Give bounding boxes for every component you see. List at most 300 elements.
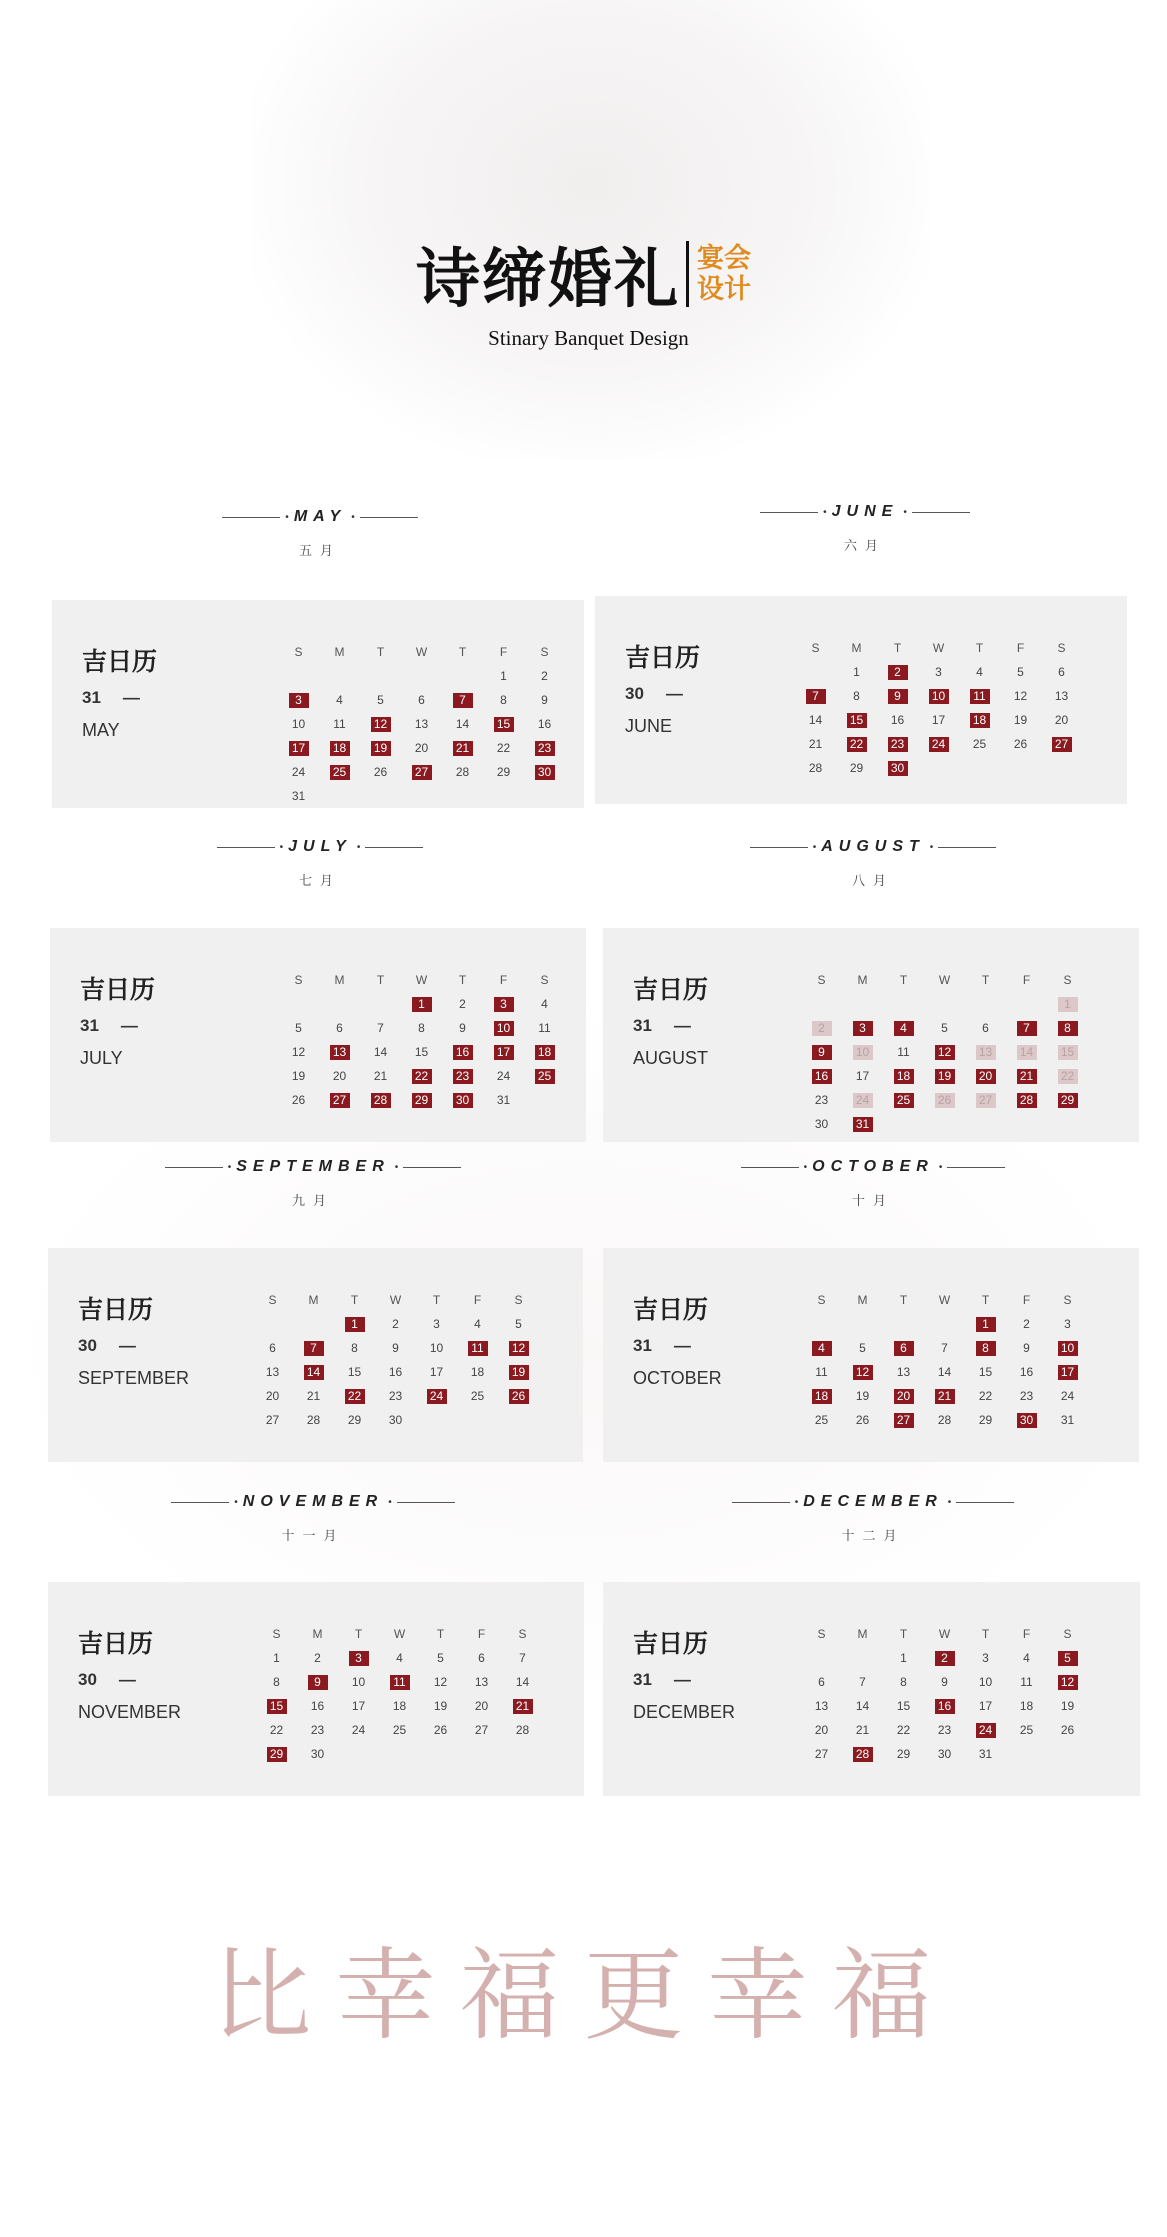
day-cell <box>334 1360 375 1384</box>
day-number: 3 <box>433 1316 440 1331</box>
card-info <box>633 1290 722 1389</box>
day-cell <box>924 1742 965 1766</box>
empty-cell <box>801 992 842 1016</box>
day-cell <box>836 660 877 684</box>
weekday-label: T <box>376 973 385 987</box>
auspicious-day: 26 <box>509 1389 529 1404</box>
month-header-line <box>593 1158 1153 1176</box>
day-number: 11 <box>333 716 346 731</box>
day-cell <box>801 1360 842 1384</box>
auspicious-day: 3 <box>494 997 514 1012</box>
auspicious-day: 7 <box>806 689 826 704</box>
day-cell <box>877 684 918 708</box>
day-cell <box>842 1016 883 1040</box>
empty-cell <box>360 992 401 1016</box>
month-name-en: JULY <box>288 838 352 855</box>
day-number: 4 <box>396 1650 403 1665</box>
day-cell <box>401 1088 442 1112</box>
auspicious-day: 13 <box>330 1045 350 1060</box>
day-cell <box>483 992 524 1016</box>
month-label: NOVEMBER <box>78 1702 182 1722</box>
day-number: 30 <box>388 1412 403 1427</box>
day-cell <box>842 1336 883 1360</box>
day-cell <box>883 1718 924 1742</box>
day-cell <box>502 1718 543 1742</box>
day-number: 23 <box>937 1722 952 1737</box>
day-cell <box>842 1112 883 1136</box>
day-number: 31 <box>291 788 306 803</box>
day-number: 15 <box>347 1364 362 1379</box>
header-dot-left: • <box>279 841 284 853</box>
header-dot-left: • <box>285 511 289 523</box>
header-dot-right: • <box>388 1496 392 1508</box>
day-number: 4 <box>976 664 983 679</box>
auspicious-day: 24 <box>976 1723 996 1738</box>
month-day-count <box>78 1670 181 1690</box>
day-number: 26 <box>373 764 388 779</box>
day-cell <box>842 1384 883 1408</box>
faded-day: 22 <box>1058 1069 1078 1084</box>
auspicious-day: 15 <box>267 1699 287 1714</box>
weekday-label: M <box>857 1627 868 1641</box>
day-number: 2 <box>1023 1316 1030 1331</box>
day-cell <box>524 664 565 688</box>
day-cell <box>965 1384 1006 1408</box>
logo-main-text: 诗缔婚礼 <box>416 242 680 317</box>
auspicious-day: 16 <box>812 1069 832 1084</box>
day-cell <box>278 784 319 808</box>
day-cell <box>401 1040 442 1064</box>
day-cell <box>360 1040 401 1064</box>
day-cell <box>461 1694 502 1718</box>
day-cell <box>401 760 442 784</box>
weekday-label: S <box>817 1627 826 1641</box>
day-cell <box>360 1088 401 1112</box>
day-number: 19 <box>291 1068 306 1083</box>
day-cell <box>924 1040 965 1064</box>
day-cell <box>457 1384 498 1408</box>
empty-cell <box>442 664 483 688</box>
day-cell <box>801 1384 842 1408</box>
day-number: 6 <box>818 1674 825 1689</box>
day-cell <box>965 1064 1006 1088</box>
logo-side-top: 宴会 <box>697 243 751 274</box>
empty-cell <box>924 1312 965 1336</box>
day-cell <box>297 1694 338 1718</box>
calendar-card-december <box>603 1582 1140 1796</box>
day-number: 1 <box>500 668 507 683</box>
day-cell <box>524 712 565 736</box>
day-cell <box>461 1718 502 1742</box>
faded-day: 2 <box>812 1021 832 1036</box>
day-cell <box>1006 1408 1047 1432</box>
day-number: 2 <box>314 1650 321 1665</box>
month-header-june <box>585 503 1145 554</box>
auspicious-day: 10 <box>929 689 949 704</box>
weekday-label: S <box>272 1627 281 1641</box>
day-cell <box>918 660 959 684</box>
day-cell <box>498 1312 539 1336</box>
day-number: 17 <box>978 1698 993 1713</box>
auspicious-day: 11 <box>390 1675 410 1690</box>
auspicious-day: 21 <box>1017 1069 1037 1084</box>
header-rule-right <box>365 847 423 848</box>
calendar-grid <box>801 968 1088 1136</box>
calendar-card-november <box>48 1582 584 1796</box>
day-cell <box>1006 1064 1047 1088</box>
day-count-value: 30 <box>78 1670 97 1689</box>
calendar-grid <box>795 636 1082 780</box>
month-header-december <box>593 1493 1153 1544</box>
day-cell <box>795 732 836 756</box>
weekday-label: T <box>458 645 467 659</box>
header-rule-left <box>732 1502 790 1503</box>
card-title: 吉日历 <box>78 1296 154 1324</box>
header-rule-left <box>165 1167 223 1168</box>
card-info <box>78 1290 189 1389</box>
weekday-label: M <box>857 1293 868 1307</box>
weekday-label: S <box>1057 641 1066 655</box>
logo-english: Stinary Banquet Design <box>488 326 689 350</box>
day-cell <box>918 684 959 708</box>
day-cell <box>965 1408 1006 1432</box>
month-header-october <box>593 1158 1153 1209</box>
auspicious-day: 20 <box>976 1069 996 1084</box>
day-count-value: 31 <box>633 1670 652 1689</box>
day-number: 19 <box>855 1388 870 1403</box>
day-cell <box>924 1408 965 1432</box>
day-cell <box>256 1646 297 1670</box>
calendar-grid <box>801 1288 1088 1432</box>
day-cell <box>1047 1718 1088 1742</box>
weekday-label: S <box>1063 1627 1072 1641</box>
day-cell <box>842 1360 883 1384</box>
day-number: 12 <box>1013 688 1028 703</box>
day-cell <box>416 1312 457 1336</box>
month-label: SEPTEMBER <box>78 1368 190 1388</box>
auspicious-day: 10 <box>494 1021 514 1036</box>
day-cell <box>795 684 836 708</box>
day-cell <box>252 1408 293 1432</box>
day-cell <box>319 1064 360 1088</box>
day-cell <box>836 756 877 780</box>
day-number: 19 <box>1013 712 1028 727</box>
day-cell <box>338 1646 379 1670</box>
card-title: 吉日历 <box>633 976 709 1004</box>
header-dot-left: • <box>803 1161 808 1173</box>
day-cell <box>965 1742 1006 1766</box>
faded-day: 1 <box>1058 997 1078 1012</box>
weekday-label: F <box>1022 973 1031 987</box>
calendar-grid <box>278 968 565 1112</box>
weekday-label: S <box>817 973 826 987</box>
day-cell <box>524 1016 565 1040</box>
calendar-card-july <box>50 928 586 1142</box>
weekday-label: T <box>899 1293 908 1307</box>
day-count-value: 31 <box>82 688 101 707</box>
weekday-label: T <box>350 1293 359 1307</box>
day-cell <box>360 1064 401 1088</box>
day-number: 9 <box>941 1674 948 1689</box>
auspicious-day: 29 <box>1058 1093 1078 1108</box>
day-number: 6 <box>478 1650 485 1665</box>
day-cell <box>293 1360 334 1384</box>
weekday-label: T <box>893 641 902 655</box>
day-number: 5 <box>859 1340 866 1355</box>
day-cell <box>483 760 524 784</box>
day-cell <box>883 1384 924 1408</box>
day-cell <box>801 1088 842 1112</box>
day-cell <box>924 1360 965 1384</box>
day-cell <box>379 1670 420 1694</box>
day-number: 4 <box>1023 1650 1030 1665</box>
faded-day: 24 <box>853 1093 873 1108</box>
header-dot-right: • <box>351 511 355 523</box>
empty-cell <box>801 1312 842 1336</box>
auspicious-day: 16 <box>453 1045 473 1060</box>
day-number: 7 <box>377 1020 384 1035</box>
auspicious-day: 21 <box>453 741 473 756</box>
weekday-label: S <box>294 645 303 659</box>
day-cell <box>883 1064 924 1088</box>
day-cell <box>883 1694 924 1718</box>
empty-cell <box>319 664 360 688</box>
day-cell <box>442 1040 483 1064</box>
day-cell <box>924 1336 965 1360</box>
day-cell <box>842 1064 883 1088</box>
day-cell <box>842 1694 883 1718</box>
empty-cell <box>401 664 442 688</box>
day-number: 1 <box>900 1650 907 1665</box>
faded-day: 14 <box>1017 1045 1037 1060</box>
auspicious-day: 11 <box>468 1341 488 1356</box>
month-name-en: SEPTEMBER <box>236 1158 390 1175</box>
day-cell <box>1041 684 1082 708</box>
day-number: 18 <box>1019 1698 1034 1713</box>
day-count-dash: — <box>665 684 683 703</box>
header-rule-left <box>222 517 280 518</box>
auspicious-day: 23 <box>888 737 908 752</box>
day-cell <box>959 684 1000 708</box>
auspicious-day: 9 <box>308 1675 328 1690</box>
day-number: 23 <box>814 1092 829 1107</box>
day-cell <box>836 708 877 732</box>
day-number: 20 <box>1054 712 1069 727</box>
day-number: 21 <box>306 1388 321 1403</box>
day-cell <box>442 1016 483 1040</box>
month-header-line <box>585 503 1145 521</box>
day-number: 5 <box>377 692 384 707</box>
day-count-dash: — <box>673 1670 691 1689</box>
weekday-label: T <box>354 1627 363 1641</box>
day-cell <box>375 1408 416 1432</box>
day-cell <box>1006 1360 1047 1384</box>
card-title: 吉日历 <box>633 1296 709 1324</box>
day-cell <box>401 1016 442 1040</box>
header-dot-left: • <box>794 1496 799 1508</box>
day-cell <box>278 1016 319 1040</box>
weekday-label: M <box>851 641 862 655</box>
day-cell <box>842 1718 883 1742</box>
day-number: 1 <box>853 664 860 679</box>
weekday-label: T <box>981 973 990 987</box>
month-day-count <box>82 688 157 708</box>
day-cell <box>959 732 1000 756</box>
day-count-dash: — <box>120 1016 138 1035</box>
day-cell <box>360 1016 401 1040</box>
weekday-label: F <box>1016 641 1025 655</box>
card-title: 吉日历 <box>82 648 158 676</box>
month-header-may <box>40 508 600 559</box>
day-cell <box>1041 708 1082 732</box>
day-number: 28 <box>306 1412 321 1427</box>
day-cell <box>420 1718 461 1742</box>
day-cell <box>278 1064 319 1088</box>
auspicious-day: 12 <box>853 1365 873 1380</box>
day-cell <box>334 1312 375 1336</box>
day-cell <box>877 708 918 732</box>
card-title: 吉日历 <box>633 1630 709 1658</box>
day-cell <box>883 1088 924 1112</box>
day-cell <box>1047 1670 1088 1694</box>
day-cell <box>924 1718 965 1742</box>
auspicious-day: 3 <box>349 1651 369 1666</box>
day-cell <box>924 1064 965 1088</box>
day-cell <box>1047 1384 1088 1408</box>
calendar-grid <box>256 1622 543 1766</box>
weekday-label: W <box>415 645 428 659</box>
day-number: 27 <box>814 1746 829 1761</box>
day-cell <box>360 736 401 760</box>
day-cell <box>278 1040 319 1064</box>
header-rule-left <box>217 847 275 848</box>
day-cell <box>795 756 836 780</box>
auspicious-day: 28 <box>1017 1093 1037 1108</box>
weekday-label: W <box>932 641 945 655</box>
day-cell <box>1047 1336 1088 1360</box>
day-cell <box>297 1718 338 1742</box>
day-number: 10 <box>351 1674 366 1689</box>
day-number: 28 <box>455 764 470 779</box>
day-cell <box>524 688 565 712</box>
day-cell <box>319 712 360 736</box>
day-number: 17 <box>855 1068 870 1083</box>
weekday-label: F <box>1022 1627 1031 1641</box>
month-name-cn: 九月 <box>291 1193 334 1208</box>
auspicious-day: 9 <box>812 1045 832 1060</box>
day-cell <box>965 1336 1006 1360</box>
auspicious-day: 8 <box>976 1341 996 1356</box>
month-label: DECEMBER <box>633 1702 736 1722</box>
header-dot-right: • <box>929 841 934 853</box>
weekday-label: M <box>312 1627 323 1641</box>
month-header-september <box>33 1158 593 1209</box>
calendar-grid <box>801 1622 1088 1766</box>
auspicious-day: 27 <box>330 1093 350 1108</box>
month-header-line <box>40 508 600 526</box>
day-number: 25 <box>814 1412 829 1427</box>
auspicious-day: 12 <box>935 1045 955 1060</box>
day-cell <box>252 1384 293 1408</box>
day-cell <box>442 1064 483 1088</box>
auspicious-day: 31 <box>853 1117 873 1132</box>
day-cell <box>959 708 1000 732</box>
month-header-august <box>593 838 1153 889</box>
day-number: 15 <box>414 1044 429 1059</box>
month-header-line <box>33 1493 593 1511</box>
day-number: 10 <box>429 1340 444 1355</box>
day-cell <box>965 1360 1006 1384</box>
day-cell <box>483 1088 524 1112</box>
month-header-november <box>33 1493 593 1544</box>
calendar-card-september <box>48 1248 583 1462</box>
card-info <box>80 970 155 1069</box>
day-cell <box>1006 1336 1047 1360</box>
day-cell <box>360 760 401 784</box>
weekday-label: W <box>938 1293 951 1307</box>
day-cell <box>1000 732 1041 756</box>
day-cell <box>442 992 483 1016</box>
day-cell <box>297 1670 338 1694</box>
day-cell <box>319 1016 360 1040</box>
day-cell <box>256 1742 297 1766</box>
auspicious-day: 4 <box>812 1341 832 1356</box>
day-cell <box>1006 1670 1047 1694</box>
day-cell <box>319 760 360 784</box>
day-number: 22 <box>269 1722 284 1737</box>
header-dot-right: • <box>394 1161 399 1173</box>
month-header-line <box>40 838 600 856</box>
empty-cell <box>883 992 924 1016</box>
card-info <box>633 970 708 1069</box>
day-number: 25 <box>972 736 987 751</box>
day-cell <box>1047 1088 1088 1112</box>
month-name-en: MAY <box>293 508 347 525</box>
day-cell <box>483 1064 524 1088</box>
header-dot-right: • <box>903 506 907 518</box>
auspicious-day: 5 <box>1058 1651 1078 1666</box>
auspicious-day: 15 <box>847 713 867 728</box>
calendar-grid <box>252 1288 539 1432</box>
header-dot-left: • <box>227 1161 232 1173</box>
auspicious-day: 28 <box>371 1093 391 1108</box>
auspicious-day: 29 <box>412 1093 432 1108</box>
day-number: 17 <box>429 1364 444 1379</box>
auspicious-day: 1 <box>976 1317 996 1332</box>
day-number: 13 <box>896 1364 911 1379</box>
calendar-card-june <box>595 596 1127 804</box>
auspicious-day: 29 <box>267 1747 287 1762</box>
empty-cell <box>360 664 401 688</box>
day-cell <box>1047 1646 1088 1670</box>
day-number: 7 <box>519 1650 526 1665</box>
header-rule-right <box>403 1167 461 1168</box>
auspicious-day: 23 <box>535 741 555 756</box>
day-number: 24 <box>1060 1388 1075 1403</box>
month-label: JULY <box>80 1048 123 1068</box>
day-number: 6 <box>982 1020 989 1035</box>
day-number: 14 <box>855 1698 870 1713</box>
day-cell <box>801 1742 842 1766</box>
month-label: JUNE <box>625 716 673 736</box>
card-title: 吉日历 <box>80 976 156 1004</box>
header-dot-right: • <box>947 1496 952 1508</box>
day-number: 29 <box>896 1746 911 1761</box>
day-number: 23 <box>310 1722 325 1737</box>
weekday-label: S <box>1063 1293 1072 1307</box>
auspicious-day: 12 <box>509 1341 529 1356</box>
day-cell <box>524 992 565 1016</box>
